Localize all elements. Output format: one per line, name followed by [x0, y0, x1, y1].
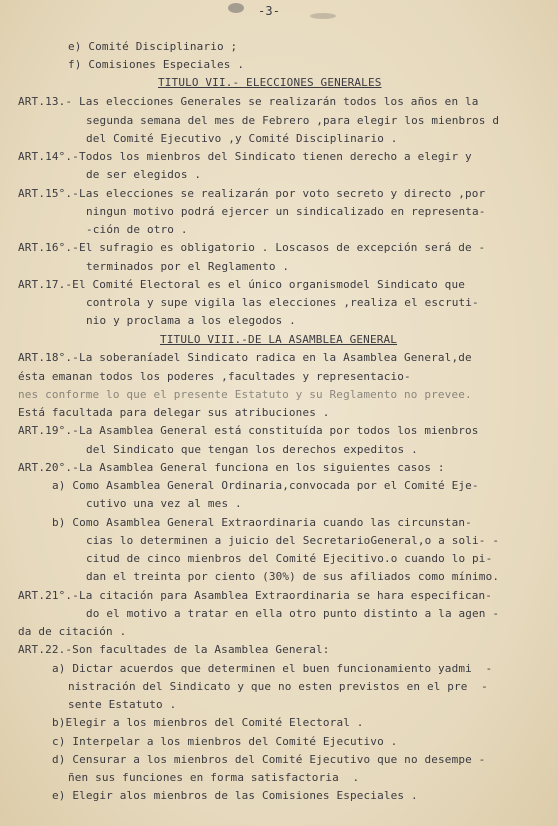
section-title: TITULO VIII.-DE LA ASAMBLEA GENERAL [160, 333, 398, 346]
document-line: cutivo una vez al mes . [86, 497, 242, 510]
document-line: e) Comité Disciplinario ; [68, 40, 238, 53]
document-line: controla y supe vigila las elecciones ,realiza el escruti- [86, 296, 479, 309]
document-line: ñen sus funciones en forma satisfactoria . [68, 771, 360, 784]
document-line: ésta emanan todos los poderes ,facultades y representacio- [18, 370, 411, 383]
document-line: ART.14°.-Todos los mienbros del Sindicato tienen derecho a elegir y [18, 150, 472, 163]
document-line: ART.20°.-La Asamblea General funciona en los siguientes casos : [18, 461, 445, 474]
document-line: nio y proclama a los elegodos . [86, 314, 296, 327]
document-line: nes conforme lo que el presente Estatuto y su Reglamento no prevee. [18, 388, 472, 401]
document-line: -ción de otro . [86, 223, 188, 236]
document-line: ART.15°.-Las elecciones se realizarán por voto secreto y directo ,por [18, 187, 486, 200]
page-number: -3- [258, 4, 281, 18]
document-line: ART.22.-Son facultades de la Asamblea General: [18, 643, 330, 656]
document-line: dan el treinta por ciento (30%) de sus afiliados como mínimo. [86, 570, 500, 583]
document-line: b) Como Asamblea General Extraordinaria cuando las circunstan- [52, 516, 472, 529]
document-line: a) Dictar acuerdos que determinen el buen funcionamiento yadmi - [52, 662, 493, 675]
document-line: ART.16°.-El sufragio es obligatorio . Loscasos de excepción será de - [18, 241, 486, 254]
section-title: TITULO VII.- ELECCIONES GENERALES [158, 76, 382, 89]
document-line: segunda semana del mes de Febrero ,para elegir los mienbros d [86, 114, 500, 127]
document-line: c) Interpelar a los mienbros del Comité Ejecutivo . [52, 735, 398, 748]
document-line: del Sindicato que tengan los derechos expeditos . [86, 443, 418, 456]
document-line: e) Elegir alos mienbros de las Comisiones Especiales . [52, 789, 418, 802]
document-line: a) Como Asamblea General Ordinaria,convocada por el Comité Eje- [52, 479, 479, 492]
ink-smudge [310, 13, 336, 19]
ink-smudge [228, 3, 244, 13]
document-line: ART.18°.-La soberaníadel Sindicato radica en la Asamblea General,de [18, 351, 472, 364]
document-line: cias lo determinen a juicio del SecretarioGeneral,o a soli- - [86, 534, 500, 547]
document-line: ART.13.- Las elecciones Generales se realizarán todos los años en la [18, 95, 479, 108]
document-line: ART.19°.-La Asamblea General está constituída por todos los mienbros [18, 424, 479, 437]
document-line: ningun motivo podrá ejercer un sindicalizado en representa- [86, 205, 486, 218]
document-line: da de citación . [18, 625, 127, 638]
document-line: terminados por el Reglamento . [86, 260, 290, 273]
document-line: nistración del Sindicato y que no esten previstos en el pre - [68, 680, 488, 693]
document-line: de ser elegidos . [86, 168, 202, 181]
document-line: ART.21°.-La citación para Asamblea Extraordinaria se hara especifican- [18, 589, 493, 602]
document-line: ART.17.-El Comité Electoral es el único organismodel Sindicato que [18, 278, 465, 291]
document-line: del Comité Ejecutivo ,y Comité Disciplinario . [86, 132, 398, 145]
document-line: f) Comisiones Especiales . [68, 58, 245, 71]
document-line: d) Censurar a los mienbros del Comité Ejecutivo que no desempe - [52, 753, 486, 766]
document-line: do el motivo a tratar en ella otro punto distinto a la agen - [86, 607, 500, 620]
document-line: Está facultada para delegar sus atribuciones . [18, 406, 330, 419]
document-line: sente Estatuto . [68, 698, 177, 711]
document-line: b)Elegir a los mienbros del Comité Electoral . [52, 716, 364, 729]
document-line: citud de cinco mienbros del Comité Ejecitivo.o cuando lo pi- [86, 552, 493, 565]
